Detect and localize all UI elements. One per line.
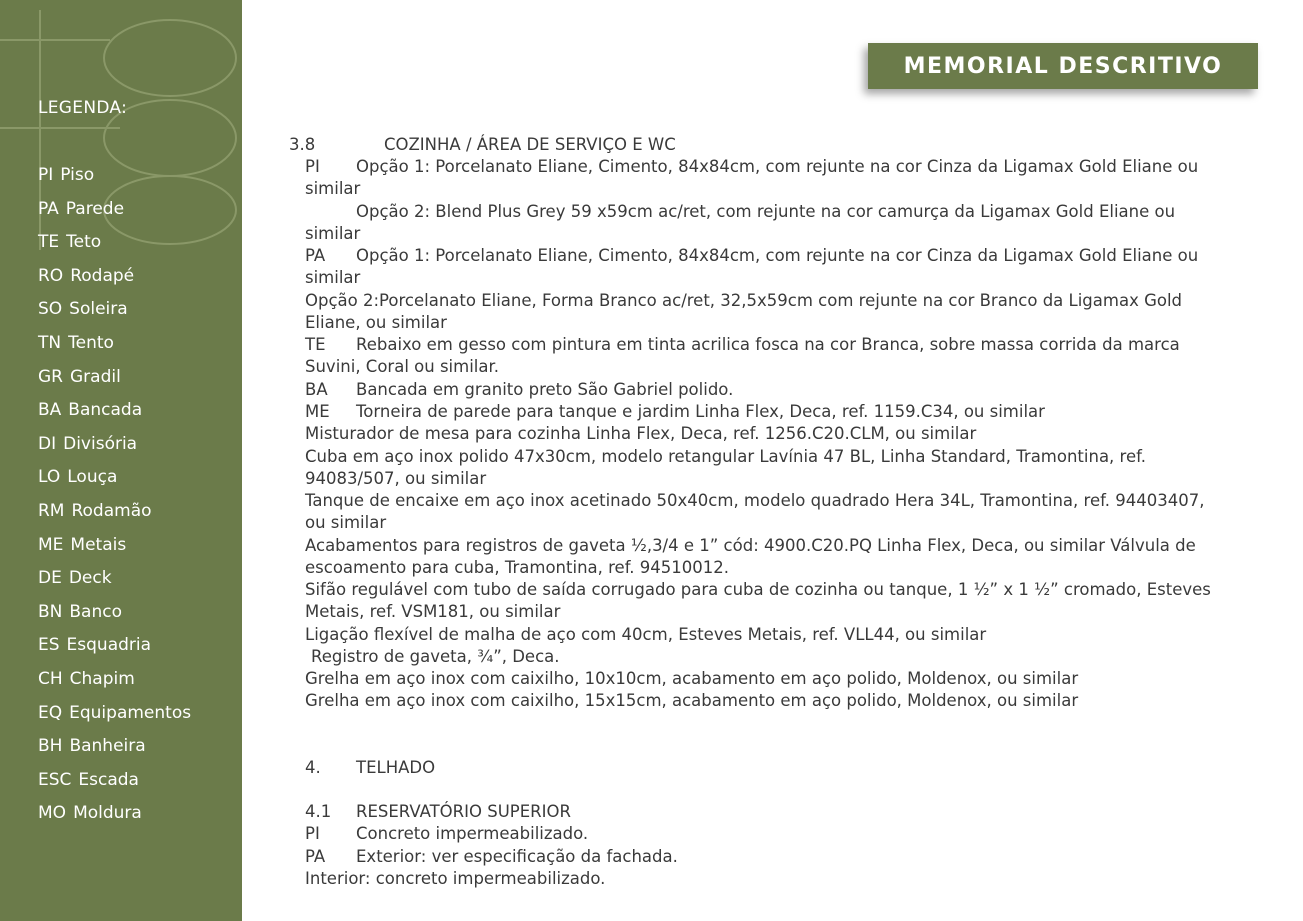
spec-text: similar	[305, 179, 361, 198]
legend-label: Escada	[78, 769, 139, 790]
legend-label: Soleira	[69, 299, 128, 320]
spec-line: Grelha em aço inox com caixilho, 10x10cm, acabamento em aço polido, Moldenox, ou similar	[305, 669, 1079, 688]
spec-text: Interior: concreto impermeabilizado.	[305, 869, 606, 888]
spec-text: Opção 2: Blend Plus Grey 59 x59cm ac/ret, com rejunte na cor camurça da Ligamax Gold Eliane ou	[356, 202, 1176, 221]
spec-text: Opção 2:Porcelanato Eliane, Forma Branco ac/ret, 32,5x59cm com rejunte na cor Branco da Ligamax Gold	[305, 291, 1183, 310]
legend-code: EQ	[38, 702, 63, 723]
spec-text: similar	[305, 268, 361, 287]
legend-code: BN	[38, 601, 63, 622]
section-number: 4.1	[305, 802, 332, 821]
legend-code: PI	[38, 165, 54, 185]
spec-line: Ligação flexível de malha de aço com 40cm, Esteves Metais, ref. VLL44, ou similar	[305, 625, 987, 644]
legend-label: Esquadria	[66, 635, 152, 656]
legend-code: DI	[38, 433, 57, 454]
spec-line: Cuba em aço inox polido 47x30cm, modelo retangular Lavínia 47 BL, Linha Standard, Tramontina, ref.	[305, 447, 1146, 466]
legend-code: RM	[38, 500, 65, 521]
spec-line: Registro de gaveta, ¾”, Deca.	[311, 647, 560, 666]
page-title: MEMORIAL DESCRITIVO	[903, 54, 1223, 79]
legend-code: TN	[38, 332, 62, 353]
legend-code: ES	[38, 635, 60, 656]
legend-label: Divisória	[63, 433, 138, 454]
spec-text: Rebaixo em gesso com pintura em tinta acrilica fosca na cor Branca, sobre massa corrida da marca	[356, 335, 1180, 354]
legend-code: CH	[38, 668, 63, 689]
spec-code: PI	[305, 157, 320, 176]
legend-code: BA	[38, 400, 62, 421]
spec-line: Sifão regulável com tubo de saída corrugado para cuba de cozinha ou tanque, 1 ½” x 1 ½” cromado, Esteves	[305, 580, 1211, 599]
spec-code: TE	[305, 335, 326, 354]
legend-code: RO	[38, 265, 64, 286]
legend-code: PA	[38, 198, 59, 219]
spec-text: Eliane, ou similar	[305, 313, 447, 332]
spec-text: Concreto impermeabilizado.	[356, 824, 589, 843]
legend-label: Tento	[68, 332, 114, 353]
legend-code: DE	[38, 568, 62, 589]
spec-line: Metais, ref. VSM181, ou similar	[305, 602, 561, 621]
spec-code: PA	[305, 847, 326, 866]
spec-text: Torneira de parede para tanque e jardim Linha Flex, Deca, ref. 1159.C34, ou similar	[356, 402, 1045, 421]
legend-label: Parede	[65, 198, 125, 219]
section-number: 3.8	[289, 135, 316, 154]
spec-line: escoamento para cuba, Tramontina, ref. 94510012.	[305, 558, 730, 577]
legend-code: ESC	[38, 769, 72, 790]
legend-code: GR	[38, 366, 63, 387]
legend-label: Louça	[67, 467, 118, 488]
legend-code: LO	[38, 467, 61, 488]
legend-code: TE	[38, 232, 60, 253]
legend-code: MO	[38, 803, 67, 824]
spec-text: Suvini, Coral ou similar.	[305, 357, 499, 376]
spec-line: Misturador de mesa para cozinha Linha Flex, Deca, ref. 1256.C20.CLM, ou similar	[305, 424, 977, 443]
legend-label: Chapim	[69, 668, 135, 689]
legend-label: Banco	[69, 601, 122, 622]
legend-title: LEGENDA:	[38, 98, 128, 118]
legend-label: Bancada	[68, 400, 143, 421]
spec-text: Bancada em granito preto São Gabriel polido.	[356, 380, 734, 399]
section-title: RESERVATÓRIO SUPERIOR	[356, 802, 571, 821]
legend-label: Piso	[60, 165, 95, 185]
legend-code: BH	[38, 736, 63, 757]
legend-label: Rodapé	[70, 265, 135, 286]
legend-label: Deck	[68, 568, 112, 589]
section-title: COZINHA / ÁREA DE SERVIÇO E WC	[384, 135, 676, 154]
spec-line: ou similar	[305, 513, 387, 532]
spec-text: Opção 1: Porcelanato Eliane, Cimento, 84x84cm, com rejunte na cor Cinza da Ligamax Gold Eliane ou	[356, 246, 1199, 265]
legend-label: Equipamentos	[69, 702, 192, 723]
spec-line: Acabamentos para registros de gaveta ½,3/4 e 1” cód: 4900.C20.PQ Linha Flex, Deca, ou similar Válvula de	[305, 536, 1196, 555]
spec-code: BA	[305, 380, 328, 399]
spec-line: Grelha em aço inox com caixilho, 15x15cm, acabamento em aço polido, Moldenox, ou similar	[305, 691, 1079, 710]
spec-code: PA	[305, 246, 326, 265]
legend-code: ME	[38, 534, 64, 555]
spec-code: PI	[305, 824, 320, 843]
legend-label: Banheira	[69, 736, 146, 757]
legend-label: Teto	[66, 232, 102, 253]
section-number: 4.	[305, 758, 321, 777]
spec-text: similar	[305, 224, 361, 243]
legend-label: Metais	[70, 534, 127, 555]
spec-code: ME	[305, 402, 330, 421]
section-title: TELHADO	[356, 758, 436, 777]
legend-label: Gradil	[70, 366, 121, 387]
spec-line: 94083/507, ou similar	[305, 469, 487, 488]
spec-line: Tanque de encaixe em aço inox acetinado 50x40cm, modelo quadrado Hera 34L, Tramontina, ref. 94403407,	[305, 491, 1205, 510]
spec-text: Exterior: ver especificação da fachada.	[356, 847, 678, 866]
legend-label: Rodamão	[71, 500, 152, 521]
legend-code: SO	[38, 299, 63, 320]
legend-label: Moldura	[73, 803, 142, 824]
spec-text: Opção 1: Porcelanato Eliane, Cimento, 84x84cm, com rejunte na cor Cinza da Ligamax Gold Eliane ou	[356, 157, 1199, 176]
